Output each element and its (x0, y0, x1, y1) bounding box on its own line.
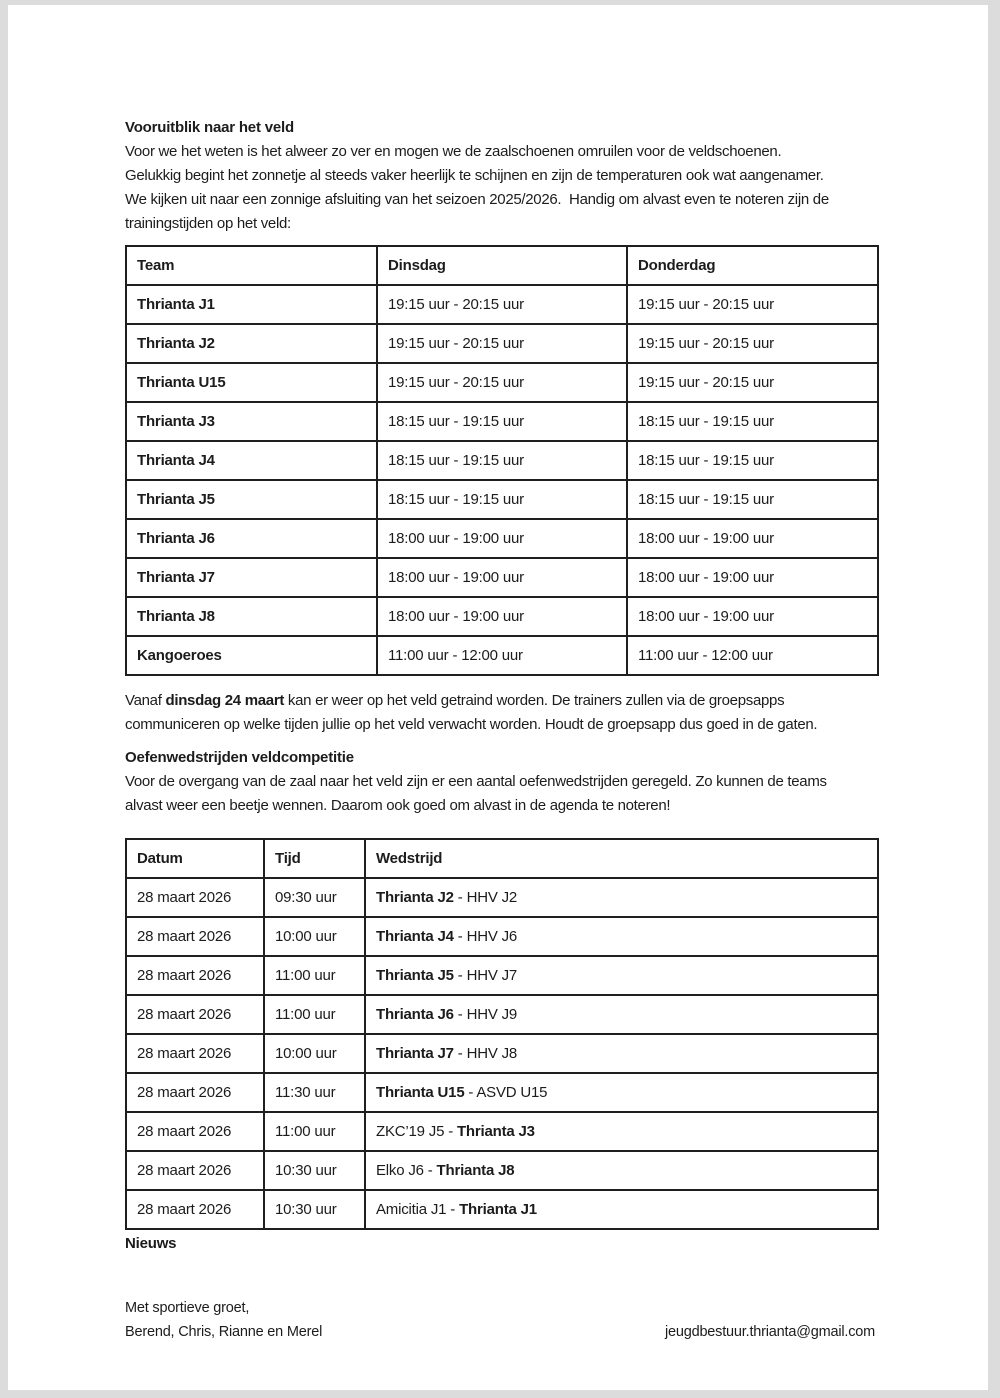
training-team-cell: Thrianta J2 (126, 324, 377, 363)
wedstrijd-uit-team: ASVD U15 (476, 1084, 548, 1101)
training-dinsdag-cell: 18:15 uur - 19:15 uur (377, 441, 627, 480)
wedstrijd-uit-team: Thrianta J3 (456, 1123, 535, 1140)
document-content (8, 5, 988, 1344)
footer-names: Berend, Chris, Rianne en Merel (125, 1324, 323, 1340)
wedstrijd-thuis-team: Thrianta J5 (376, 967, 454, 984)
intro-paragraph (125, 140, 875, 236)
text-segment: trainingstijden op het veld: (125, 215, 291, 232)
wedstrijd-uit-team: HHV J6 (466, 928, 518, 945)
training-team-cell: Thrianta J8 (126, 597, 377, 636)
wedstrijden-table-header-row (126, 839, 878, 878)
wedstrijden-table-row (126, 1151, 878, 1190)
training-donderdag-cell: 19:15 uur - 20:15 uur (627, 363, 878, 402)
wedstrijd-separator: - (453, 928, 467, 945)
training-team-cell: Thrianta J1 (126, 285, 377, 324)
text-line (125, 212, 875, 236)
wedstrijd-separator: - (453, 1045, 467, 1062)
wedstrijden-table-row (126, 956, 878, 995)
wedstrijd-tijd-cell: 10:30 uur (264, 1151, 365, 1190)
wedstrijd-datum-cell: 28 maart 2026 (126, 1151, 264, 1190)
training-table-row (126, 636, 878, 675)
wedstrijd-separator: - (446, 1201, 460, 1218)
wedstrijden-table-row (126, 1190, 878, 1229)
training-donderdag-cell: 18:00 uur - 19:00 uur (627, 597, 878, 636)
text-line (125, 689, 875, 713)
wedstrijd-match-cell (365, 1190, 878, 1229)
wedstrijd-thuis-team: Thrianta J2 (376, 889, 454, 906)
wedstrijd-match-cell (365, 956, 878, 995)
footer-email: jeugdbestuur.thrianta@gmail.com (664, 1324, 875, 1340)
training-dinsdag-cell: 19:15 uur - 20:15 uur (377, 363, 627, 402)
training-donderdag-cell: 11:00 uur - 12:00 uur (627, 636, 878, 675)
wedstrijden-table-row (126, 917, 878, 956)
wedstrijd-separator: - (453, 889, 467, 906)
wedstrijd-match-cell (365, 917, 878, 956)
wedstrijd-match-cell (365, 1073, 878, 1112)
training-table-row (126, 363, 878, 402)
training-header-dinsdag: Dinsdag (377, 246, 627, 285)
text-line (125, 770, 875, 794)
text-segment: Voor we het weten is het alweer zo ver en mogen we de zaalschoenen omruilen voor de veldschoenen. (125, 143, 782, 160)
wedstrijd-thuis-team: Thrianta J7 (376, 1045, 454, 1062)
wedstrijd-uit-team: Thrianta J8 (436, 1162, 515, 1179)
wedstrijd-match-cell (365, 1112, 878, 1151)
training-donderdag-cell: 19:15 uur - 20:15 uur (627, 324, 878, 363)
training-team-cell: Thrianta J7 (126, 558, 377, 597)
wedstrijden-header-datum: Datum (126, 839, 264, 878)
training-header-donderdag: Donderdag (627, 246, 878, 285)
wedstrijden-table-row (126, 1034, 878, 1073)
wedstrijd-datum-cell: 28 maart 2026 (126, 878, 264, 917)
training-donderdag-cell: 18:00 uur - 19:00 uur (627, 558, 878, 597)
text-line (125, 188, 875, 212)
wedstrijd-thuis-team: Thrianta J6 (376, 1006, 454, 1023)
text-segment: communiceren op welke tijden jullie op het veld verwacht worden. Houdt de groepsapp dus goed in de gaten. (125, 716, 818, 733)
training-donderdag-cell: 18:15 uur - 19:15 uur (627, 480, 878, 519)
wedstrijd-match-cell (365, 1151, 878, 1190)
training-dinsdag-cell: 18:00 uur - 19:00 uur (377, 597, 627, 636)
footer (125, 1296, 875, 1344)
training-table-row (126, 285, 878, 324)
wedstrijd-tijd-cell: 11:30 uur (264, 1073, 365, 1112)
training-team-cell: Thrianta J5 (126, 480, 377, 519)
wedstrijd-thuis-team: Amicitia J1 (376, 1201, 447, 1218)
training-table-row (126, 324, 878, 363)
training-donderdag-cell: 18:15 uur - 19:15 uur (627, 402, 878, 441)
wedstrijd-datum-cell: 28 maart 2026 (126, 1073, 264, 1112)
training-table-row (126, 480, 878, 519)
training-table-row (126, 402, 878, 441)
wedstrijd-tijd-cell: 10:00 uur (264, 1034, 365, 1073)
wedstrijd-uit-team: HHV J7 (466, 967, 518, 984)
section-heading-oefenwedstrijden: Oefenwedstrijden veldcompetitie (125, 749, 354, 766)
wedstrijd-separator: - (423, 1162, 437, 1179)
wedstrijd-uit-team: HHV J2 (466, 889, 518, 906)
wedstrijd-datum-cell: 28 maart 2026 (126, 956, 264, 995)
wedstrijd-datum-cell: 28 maart 2026 (126, 1190, 264, 1229)
training-dinsdag-cell: 19:15 uur - 20:15 uur (377, 324, 627, 363)
wedstrijd-datum-cell: 28 maart 2026 (126, 1034, 264, 1073)
training-dinsdag-cell: 18:15 uur - 19:15 uur (377, 480, 627, 519)
section-heading-vooruitblik: Vooruitblik naar het veld (125, 119, 294, 136)
training-dinsdag-cell: 18:00 uur - 19:00 uur (377, 558, 627, 597)
text-line (125, 794, 875, 818)
training-team-cell: Thrianta J3 (126, 402, 377, 441)
wedstrijden-header-tijd: Tijd (264, 839, 365, 878)
text-segment: Gelukkig begint het zonnetje al steeds vaker heerlijk te schijnen en zijn de temperaturen ook wat aangenamer. (125, 167, 824, 184)
wedstrijd-separator: - (453, 967, 467, 984)
text-segment: kan er weer op het veld getraind worden. De trainers zullen via de groepsapps (284, 692, 785, 709)
wedstrijd-tijd-cell: 09:30 uur (264, 878, 365, 917)
wedstrijden-table-row (126, 1073, 878, 1112)
section-heading-nieuws: Nieuws (125, 1235, 177, 1252)
wedstrijd-tijd-cell: 11:00 uur (264, 956, 365, 995)
wedstrijd-datum-cell: 28 maart 2026 (126, 1112, 264, 1151)
training-table-row (126, 441, 878, 480)
wedstrijd-thuis-team: Elko J6 (376, 1162, 424, 1179)
document-page (8, 5, 988, 1390)
training-table-row (126, 519, 878, 558)
wedstrijd-match-cell (365, 1034, 878, 1073)
wedstrijd-tijd-cell: 11:00 uur (264, 1112, 365, 1151)
text-segment: Voor de overgang van de zaal naar het veld zijn er een aantal oefenwedstrijden geregeld. Zo kunnen de teams (125, 773, 827, 790)
wedstrijden-table-row (126, 878, 878, 917)
wedstrijden-table (125, 838, 879, 1230)
wedstrijd-separator: - (464, 1084, 477, 1101)
training-team-cell: Thrianta J4 (126, 441, 377, 480)
bold-text-segment: dinsdag 24 maart (165, 692, 285, 709)
wedstrijden-header-wedstrijd: Wedstrijd (365, 839, 878, 878)
text-line (125, 140, 875, 164)
training-dinsdag-cell: 11:00 uur - 12:00 uur (377, 636, 627, 675)
wedstrijd-uit-team: HHV J8 (466, 1045, 518, 1062)
text-segment: Vanaf (125, 692, 166, 709)
text-line (125, 164, 875, 188)
text-segment: alvast weer een beetje wennen. Daarom ook goed om alvast in de agenda te noteren! (125, 797, 671, 814)
wedstrijd-tijd-cell: 10:30 uur (264, 1190, 365, 1229)
oefen-paragraph (125, 770, 875, 818)
training-table-header-row (126, 246, 878, 285)
wedstrijd-match-cell (365, 878, 878, 917)
training-donderdag-cell: 19:15 uur - 20:15 uur (627, 285, 878, 324)
footer-greeting: Met sportieve groet, (125, 1300, 250, 1316)
training-dinsdag-cell: 18:00 uur - 19:00 uur (377, 519, 627, 558)
training-dinsdag-cell: 18:15 uur - 19:15 uur (377, 402, 627, 441)
training-team-cell: Thrianta J6 (126, 519, 377, 558)
wedstrijd-thuis-team: ZKC’19 J5 (376, 1123, 445, 1140)
wedstrijden-table-row (126, 995, 878, 1034)
training-team-cell: Thrianta U15 (126, 363, 377, 402)
wedstrijden-table-body (126, 878, 878, 1229)
wedstrijd-tijd-cell: 11:00 uur (264, 995, 365, 1034)
wedstrijd-datum-cell: 28 maart 2026 (126, 995, 264, 1034)
training-schedule-table (125, 245, 879, 676)
training-donderdag-cell: 18:00 uur - 19:00 uur (627, 519, 878, 558)
wedstrijd-separator: - (444, 1123, 457, 1140)
training-dinsdag-cell: 19:15 uur - 20:15 uur (377, 285, 627, 324)
training-table-body (126, 285, 878, 675)
training-team-cell: Kangoeroes (126, 636, 377, 675)
wedstrijd-match-cell (365, 995, 878, 1034)
text-segment: We kijken uit naar een zonnige afsluiting van het seizoen 2025/2026. Handig om alvast even te noteren zijn de (125, 191, 829, 208)
wedstrijd-uit-team: HHV J9 (466, 1006, 518, 1023)
training-donderdag-cell: 18:15 uur - 19:15 uur (627, 441, 878, 480)
wedstrijd-thuis-team: Thrianta J4 (376, 928, 454, 945)
text-line (125, 713, 875, 737)
training-header-team: Team (126, 246, 377, 285)
wedstrijd-datum-cell: 28 maart 2026 (126, 917, 264, 956)
wedstrijd-thuis-team: Thrianta U15 (376, 1084, 465, 1101)
training-table-row (126, 597, 878, 636)
wedstrijd-separator: - (453, 1006, 467, 1023)
wedstrijden-table-row (126, 1112, 878, 1151)
vanaf-paragraph (125, 689, 875, 737)
wedstrijd-tijd-cell: 10:00 uur (264, 917, 365, 956)
wedstrijd-uit-team: Thrianta J1 (459, 1201, 537, 1218)
training-table-row (126, 558, 878, 597)
